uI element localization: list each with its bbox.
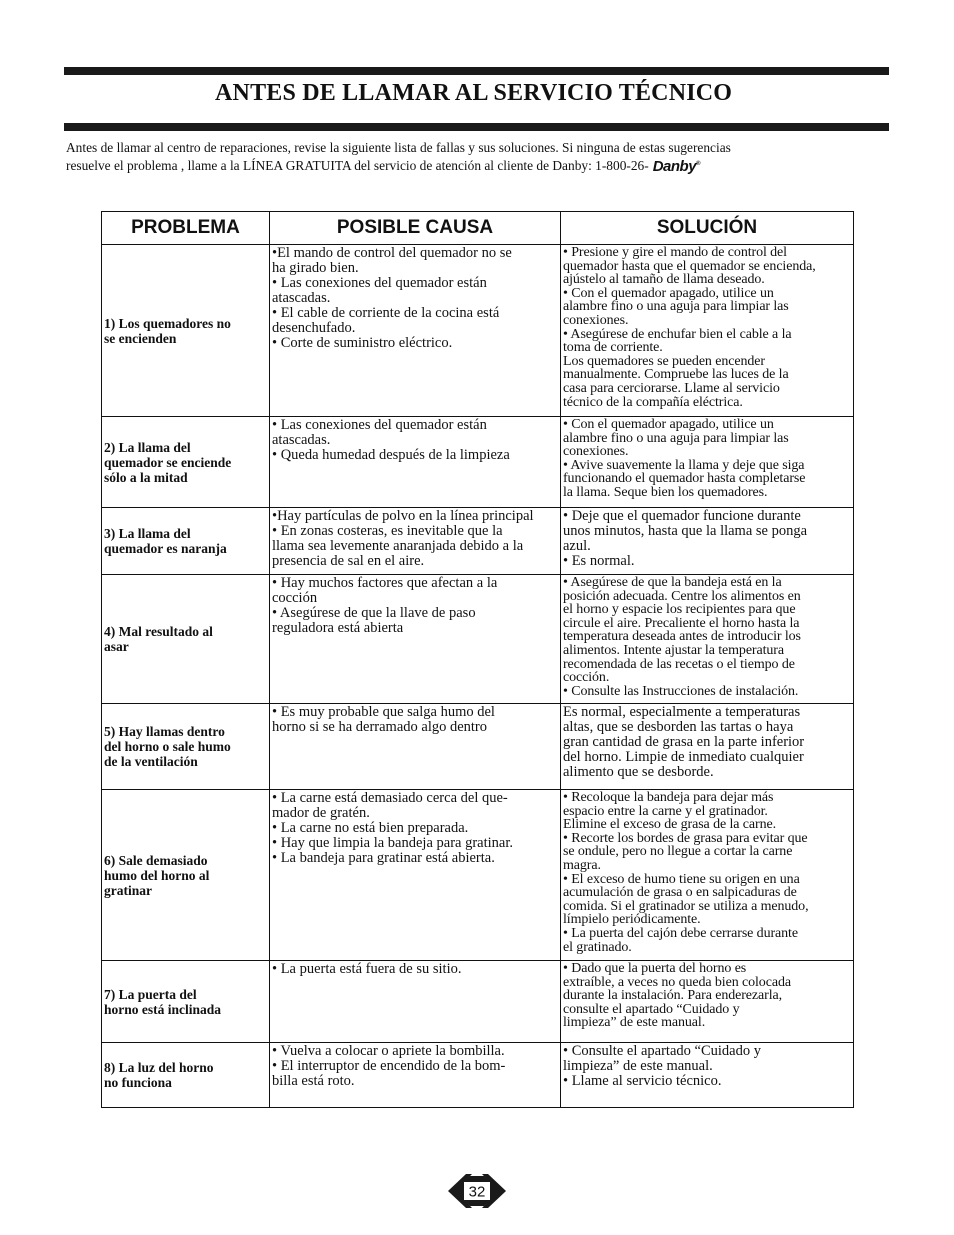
problem-line: gratinar: [104, 882, 152, 898]
solution-line: el horno y espacie los recipientes para que: [563, 602, 796, 618]
intro-line-2: [66, 156, 896, 175]
problem-line: 8) La luz del horno: [104, 1060, 214, 1075]
solution-line: • La puerta del cajón debe cerrarse durante: [563, 925, 798, 941]
top-rule: [64, 67, 889, 75]
solution-line: temperatura deseada antes de introducir los: [563, 629, 801, 645]
solution-line: • Deje que el quemador funcione durante: [563, 508, 801, 524]
solution-line: limpieza” de este manual.: [563, 1058, 713, 1074]
problem-line: 4) Mal resultado al: [104, 624, 213, 639]
problem-line: 5) Hay llamas dentro: [104, 724, 225, 739]
cause-line: reguladora está abierta: [272, 620, 404, 636]
cause-line: atascadas.: [272, 290, 331, 306]
cause-line: •Hay partículas de polvo en la línea principal: [272, 508, 534, 524]
solution-line: espacio entre la carne y el gratinador.: [563, 803, 768, 819]
solution-cell: [561, 790, 854, 961]
problem-line: asar: [104, 639, 129, 654]
solution-line: toma de corriente.: [563, 340, 663, 356]
table-row: [102, 790, 854, 961]
problem-line: quemador se enciende: [104, 454, 232, 470]
cause-line: • La bandeja para gratinar está abierta.: [272, 850, 495, 866]
solution-line: altas, que se desborden las tartas o haya: [563, 719, 794, 735]
cause-cell: [270, 417, 561, 508]
cause-line: atascadas.: [272, 432, 331, 448]
intro-line-2-text: resuelve el problema , llame a la LÍNEA GRATUITA del servicio de atención al cliente de Danby: 1-800-26-: [66, 158, 649, 173]
solution-line: casa para cerciorarse. Llame al servicio: [563, 380, 780, 396]
cause-line: horno si se ha derramado algo dentro: [272, 719, 488, 735]
cause-cell: [270, 1043, 561, 1108]
solution-line: • El exceso de humo tiene su origen en una: [563, 871, 800, 887]
problem-line: 3) La llama del: [104, 526, 191, 541]
solution-line: manualmente. Compruebe las luces de la: [563, 367, 789, 383]
header-problema: PROBLEMA: [102, 212, 270, 245]
solution-line: conexiones.: [563, 312, 629, 328]
cause-cell: [270, 245, 561, 417]
solution-line: cocción.: [563, 670, 610, 686]
cause-line: • Hay que limpia la bandeja para gratinar.: [272, 835, 514, 851]
solution-line: Los quemadores se pueden encender: [563, 353, 765, 369]
solution-line: comida. Si el gratinador se utiliza a menudo,: [563, 898, 809, 914]
solution-line: • Es normal.: [563, 553, 635, 569]
table-row: [102, 575, 854, 704]
solution-line: funcionando el quemador hasta completarse: [563, 471, 806, 487]
solution-line: quemador hasta que el quemador se encienda,: [563, 258, 816, 274]
cause-line: mador de gratén.: [272, 805, 370, 821]
solution-line: alimentos. Intente ajustar la temperatura: [563, 642, 784, 658]
problem-line: no funciona: [104, 1075, 172, 1090]
problem-cell: [102, 508, 270, 575]
cause-line: • Corte de suministro eléctrico.: [272, 335, 453, 351]
table-row: [102, 417, 854, 508]
cause-line: • La carne está demasiado cerca del que-: [272, 790, 508, 806]
problem-cell: [102, 575, 270, 704]
problem-cell: [102, 245, 270, 417]
solution-line: • Asegúrese de que la bandeja está en la: [563, 575, 782, 590]
solution-line: se ondule, pero no llegue a cortar la carne: [563, 844, 793, 860]
solution-line: • Consulte el apartado “Cuidado y: [563, 1043, 761, 1059]
header-posible-causa: POSIBLE CAUSA: [270, 212, 561, 245]
problem-line: horno está inclinada: [104, 1001, 222, 1017]
solution-line: • Asegúrese de enchufar bien el cable a la: [563, 326, 792, 342]
solution-cell: [561, 508, 854, 575]
cause-line: • Las conexiones del quemador están: [272, 275, 487, 291]
solution-line: • Llame al servicio técnico.: [563, 1073, 722, 1089]
solution-line: ajústelo al tamaño de llama deseado.: [563, 272, 765, 288]
solution-line: alambre fino o una aguja para limpiar las: [563, 299, 789, 315]
cause-cell: [270, 508, 561, 575]
solution-line: Elimine el exceso de grasa de la carne.: [563, 817, 776, 833]
cause-line: • La carne no está bien preparada.: [272, 820, 469, 836]
solution-line: extraíble, a veces no queda bien colocada: [563, 974, 791, 990]
problem-cell: [102, 704, 270, 790]
solution-cell: [561, 575, 854, 704]
table-row: [102, 1043, 854, 1108]
solution-line: • Recoloque la bandeja para dejar más: [563, 790, 774, 805]
solution-line: unos minutos, hasta que la llama se ponga: [563, 523, 808, 539]
solution-line: • Con el quemador apagado, utilice un: [563, 285, 774, 301]
solution-line: • Con el quemador apagado, utilice un: [563, 417, 774, 432]
cause-cell: [270, 575, 561, 704]
solution-line: consulte el apartado “Cuidado y: [563, 1001, 740, 1017]
solution-cell: [561, 245, 854, 417]
solution-line: alambre fino o una aguja para limpiar las: [563, 430, 789, 446]
solution-line: • Presione y gire el mando de control del: [563, 245, 787, 260]
cause-line: • Hay muchos factores que afectan a la: [272, 575, 498, 591]
solution-line: • Avive suavemente la llama y deje que siga: [563, 457, 805, 473]
problem-line: quemador es naranja: [104, 541, 227, 556]
solution-line: posición adecuada. Centre los alimentos en: [563, 588, 801, 604]
cause-cell: [270, 704, 561, 790]
problem-line: humo del horno al: [104, 867, 210, 883]
intro-line-1: Antes de llamar al centro de reparaciones, revise la siguiente lista de fallas y sus soluciones. Si ninguna de estas sugerencias: [66, 140, 731, 155]
solution-line: conexiones.: [563, 444, 629, 460]
solution-line: acumulación de grasa o en salpicaduras de: [563, 885, 797, 901]
cause-line: • Queda humedad después de la limpieza: [272, 447, 510, 463]
cause-line: •El mando de control del quemador no se: [272, 245, 512, 261]
solution-line: limpieza” de este manual.: [563, 1015, 706, 1031]
problem-line: 2) La llama del: [104, 439, 191, 455]
solution-line: alimento que se desborde.: [563, 764, 714, 780]
cause-line: llama sea levemente anaranjada debido a la: [272, 538, 524, 554]
danby-logo: [653, 156, 700, 175]
problem-cell: [102, 790, 270, 961]
solution-line: del horno. Limpie de inmediato cualquier: [563, 749, 804, 765]
cause-line: • Vuelva a colocar o apriete la bombilla.: [272, 1043, 505, 1059]
intro-paragraph: [66, 139, 896, 175]
problem-cell: [102, 417, 270, 508]
danby-logo-text: Danby: [652, 158, 697, 175]
table-row: [102, 508, 854, 575]
problem-line: se encienden: [104, 330, 177, 346]
table-body: [102, 245, 854, 1108]
cause-line: • La puerta está fuera de su sitio.: [272, 961, 462, 977]
troubleshooting-table: [101, 211, 854, 1108]
cause-line: • Asegúrese de que la llave de paso: [272, 605, 476, 621]
solution-line: límpielo periódicamente.: [563, 912, 701, 928]
header-solucion: SOLUCIÓN: [561, 212, 854, 245]
problem-line: 1) Los quemadores no: [104, 315, 231, 331]
cause-cell: [270, 790, 561, 961]
solution-line: la llama. Seque bien los quemadores.: [563, 484, 768, 500]
table-header-row: [102, 212, 854, 245]
cause-line: cocción: [272, 590, 318, 606]
solution-line: Es normal, especialmente a temperaturas: [563, 704, 801, 720]
problem-cell: [102, 1043, 270, 1108]
bottom-rule: [64, 123, 889, 131]
solution-line: • Consulte las Instrucciones de instalación.: [563, 683, 799, 699]
cause-line: presencia de sal en el aire.: [272, 553, 425, 569]
cause-line: • Es muy probable que salga humo del: [272, 704, 495, 720]
problem-line: 6) Sale demasiado: [104, 852, 208, 868]
cause-line: • En zonas costeras, es inevitable que la: [272, 523, 503, 539]
page-number-badge: [448, 1172, 506, 1210]
problem-cell: [102, 961, 270, 1043]
cause-line: • El cable de corriente de la cocina está: [272, 305, 500, 321]
solution-line: magra.: [563, 857, 601, 873]
problem-line: sólo a la mitad: [104, 469, 188, 485]
registered-mark: ®: [696, 161, 700, 167]
page-title: ANTES DE LLAMAR AL SERVICIO TÉCNICO: [215, 80, 733, 106]
solution-cell: [561, 1043, 854, 1108]
problem-line: de la ventilación: [104, 754, 198, 769]
table-row: [102, 245, 854, 417]
cause-line: billa está roto.: [272, 1073, 355, 1089]
solution-line: técnico de la compañía eléctrica.: [563, 394, 743, 410]
table-row: [102, 704, 854, 790]
solution-line: • Recorte los bordes de grasa para evitar que: [563, 830, 808, 846]
cause-line: • El interruptor de encendido de la bom-: [272, 1058, 506, 1074]
solution-line: recomendada de las recetas o el tiempo de: [563, 656, 795, 672]
solution-cell: [561, 961, 854, 1043]
cause-cell: [270, 961, 561, 1043]
solution-line: circule el aire. Precaliente el horno hasta la: [563, 615, 800, 631]
page-number: 32: [468, 1183, 486, 1201]
table-row: [102, 961, 854, 1043]
problem-line: 7) La puerta del: [104, 986, 197, 1002]
cause-line: • Las conexiones del quemador están: [272, 417, 487, 433]
solution-line: • Dado que la puerta del horno es: [563, 961, 747, 976]
solution-line: durante la instalación. Para enderezarla,: [563, 988, 783, 1004]
solution-cell: [561, 704, 854, 790]
cause-line: ha girado bien.: [272, 260, 359, 276]
solution-line: gran cantidad de grasa en la parte inferior: [563, 734, 805, 750]
solution-cell: [561, 417, 854, 508]
solution-line: azul.: [563, 538, 591, 554]
cause-line: desenchufado.: [272, 320, 356, 336]
problem-line: del horno o sale humo: [104, 739, 231, 754]
solution-line: el gratinado.: [563, 939, 632, 955]
